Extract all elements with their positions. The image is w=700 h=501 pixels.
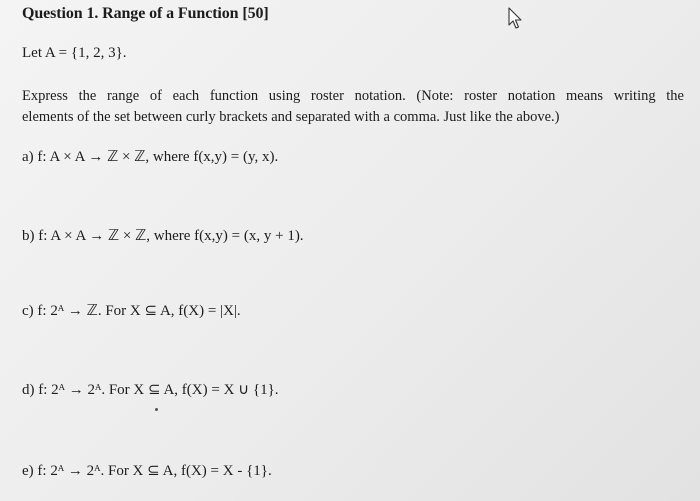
- question-a: a) f: A × A → ℤ × ℤ, where f(x,y) = (y, x).: [22, 149, 279, 165]
- instruction-line-2: elements of the set between curly brackets and separated with a comma. Just like the above.): [22, 109, 560, 125]
- question-b: b) f: A × A → ℤ × ℤ, where f(x,y) = (x, y + 1).: [22, 228, 304, 244]
- question-e: e) f: 2ᴬ → 2ᴬ. For X ⊆ A, f(X) = X - {1}.: [22, 463, 272, 479]
- instruction-text: [22, 86, 684, 128]
- question-title: Question 1. Range of a Function [50]: [22, 5, 269, 22]
- set-definition: Let A = {1, 2, 3}.: [22, 45, 127, 61]
- question-d: d) f: 2ᴬ → 2ᴬ. For X ⊆ A, f(X) = X ∪ {1}.: [22, 382, 279, 398]
- stray-mark: [155, 408, 158, 411]
- question-c: c) f: 2ᴬ → ℤ. For X ⊆ A, f(X) = |X|.: [22, 303, 241, 319]
- instruction-line-1: Express the range of each function using roster notation. (Note: roster notation means writing the: [22, 88, 684, 104]
- mouse-pointer-icon: [508, 7, 524, 36]
